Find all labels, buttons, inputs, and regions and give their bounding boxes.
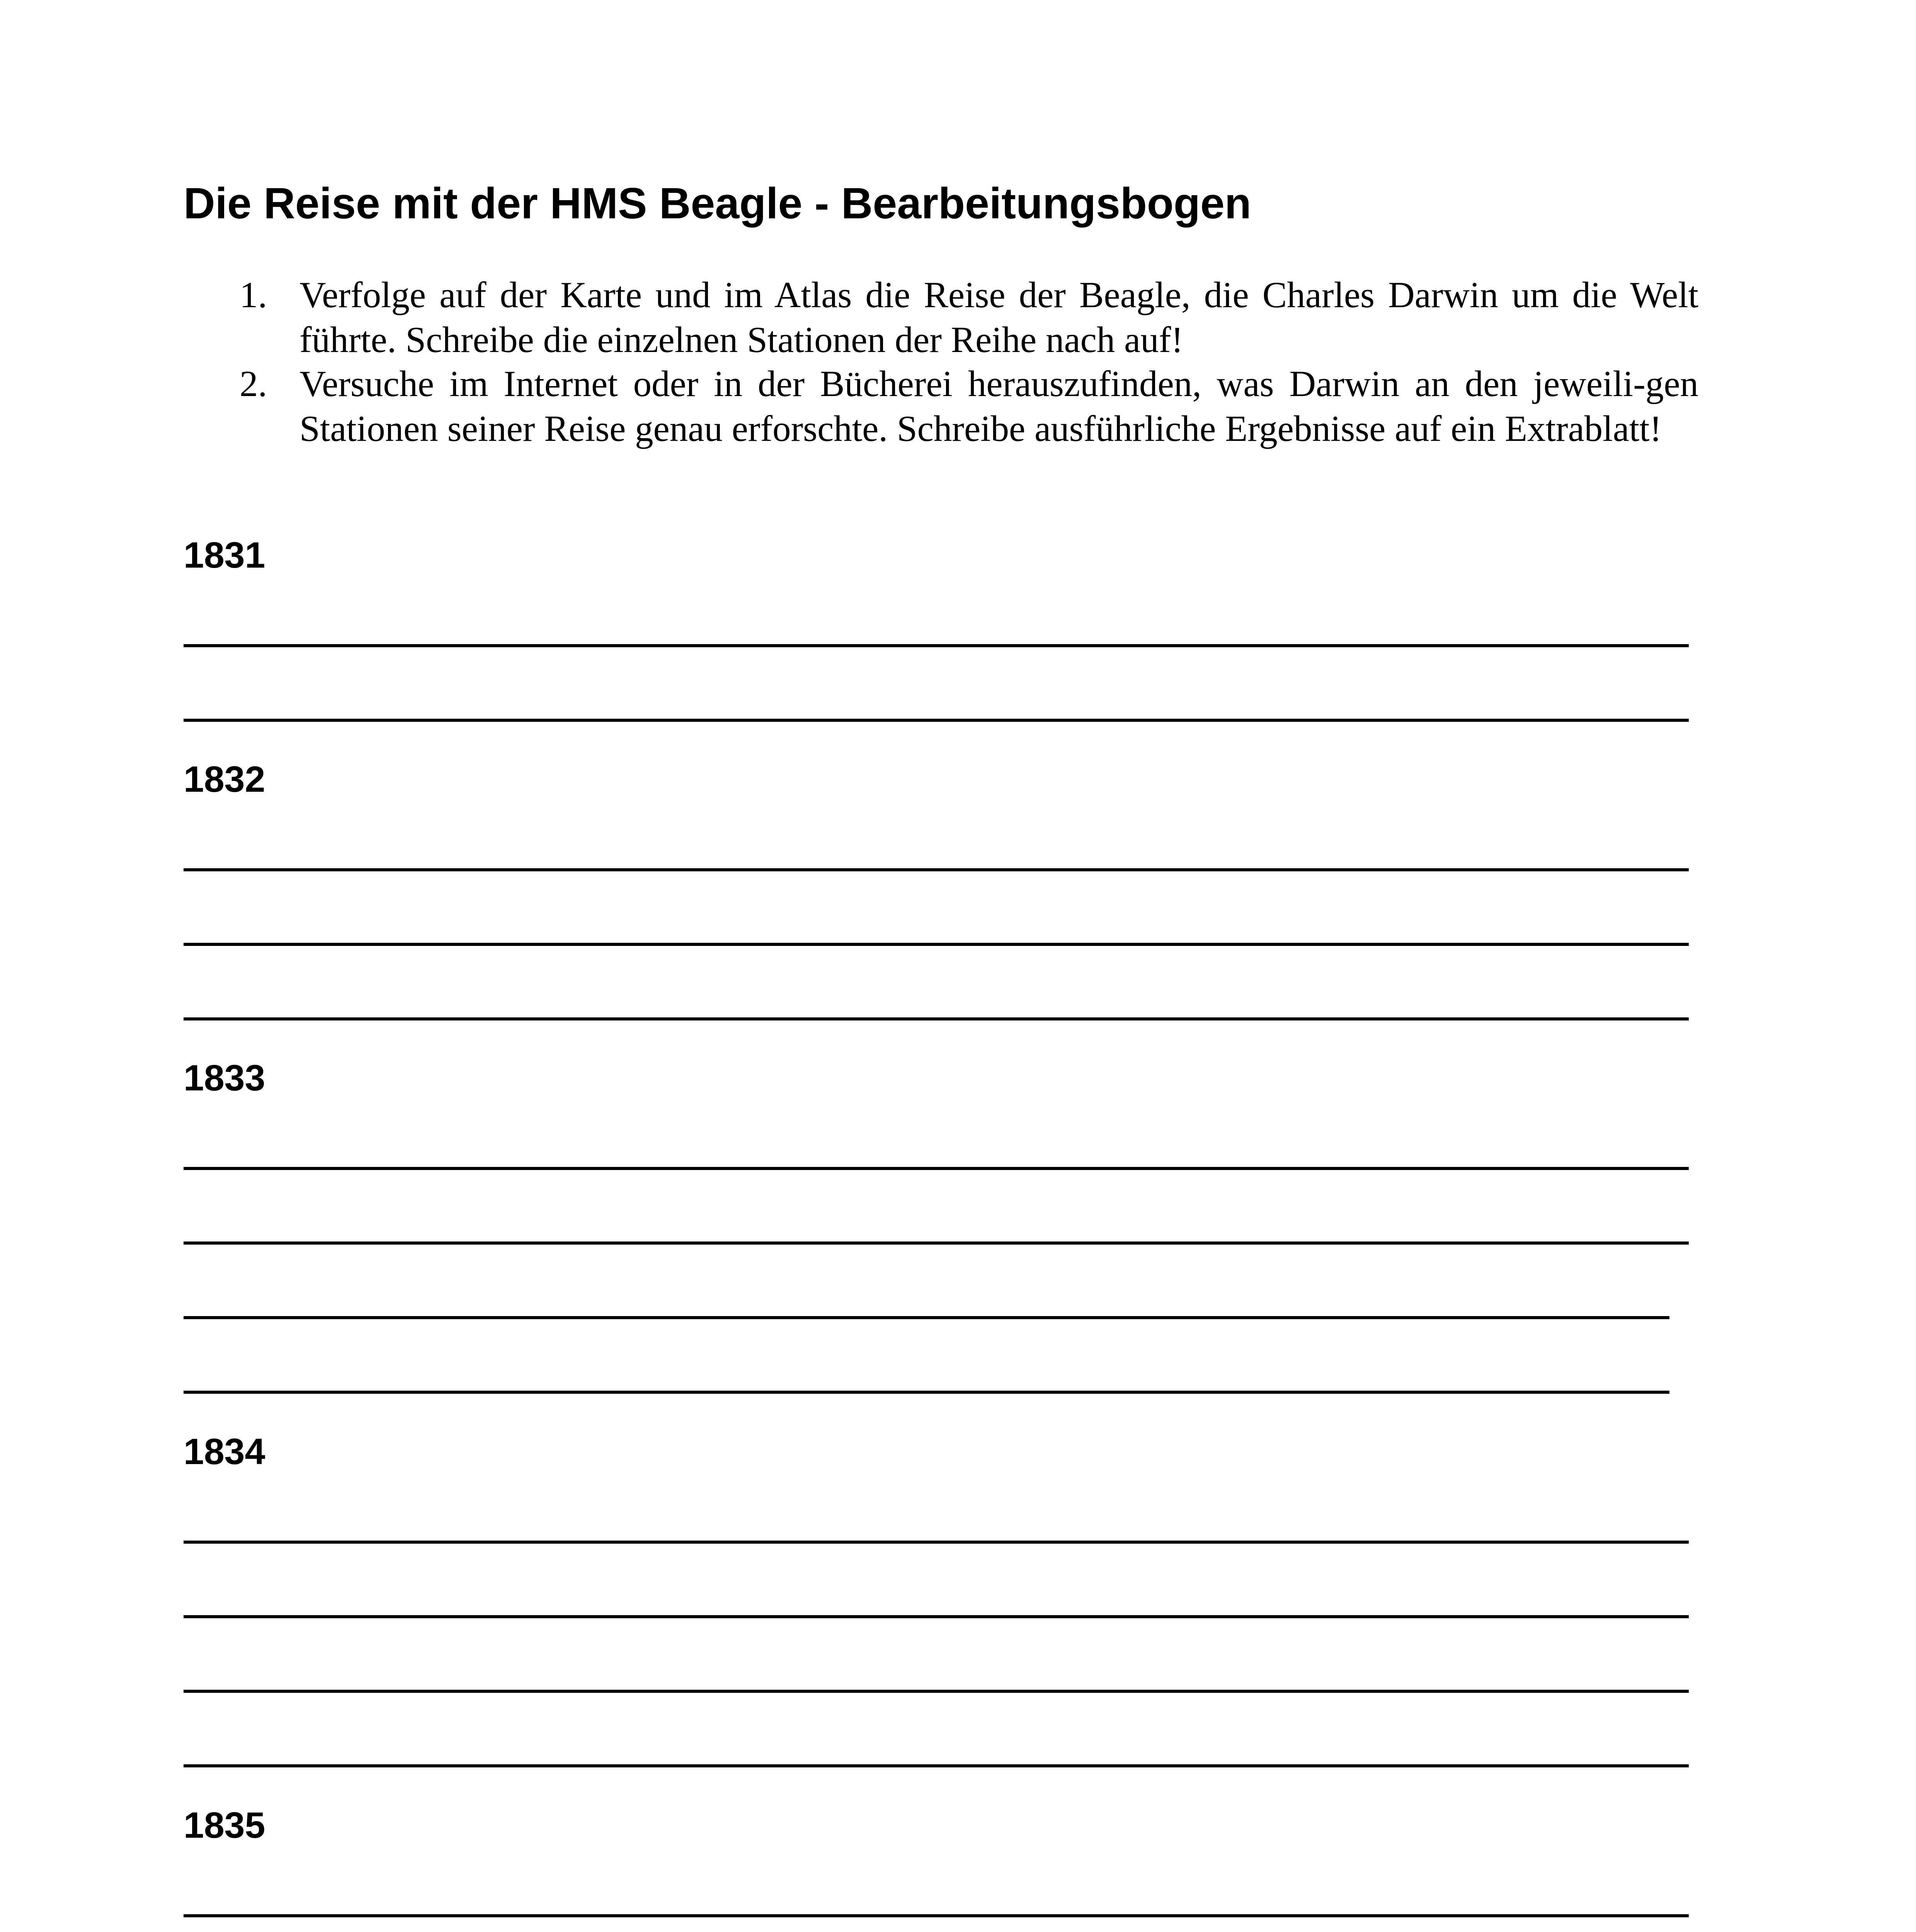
answer-line[interactable] xyxy=(184,1017,1689,1020)
answer-line[interactable] xyxy=(184,943,1689,946)
answer-line[interactable] xyxy=(184,1690,1689,1693)
year-label: 1832 xyxy=(184,759,265,800)
answer-line[interactable] xyxy=(184,644,1689,647)
year-label: 1831 xyxy=(184,535,265,576)
task-number: 2. xyxy=(240,363,267,404)
year-label: 1834 xyxy=(184,1431,265,1472)
answer-line[interactable] xyxy=(184,1764,1689,1767)
answer-line[interactable] xyxy=(184,1316,1669,1319)
answer-line[interactable] xyxy=(184,1615,1689,1618)
answer-line[interactable] xyxy=(184,1391,1669,1394)
answer-line[interactable] xyxy=(184,1242,1689,1245)
task-text: Versuche im Internet oder in der Bücherei herauszufinden, was Darwin an den jeweili-gen Stationen seiner Reise genau erforschte. Schreibe ausführliche Ergebnisse auf ein Extrablatt! xyxy=(299,363,1698,449)
answer-line[interactable] xyxy=(184,868,1689,871)
answer-line[interactable] xyxy=(184,1914,1689,1917)
page-title: Die Reise mit der HMS Beagle - Bearbeitungsbogen xyxy=(184,179,1251,228)
year-label: 1833 xyxy=(184,1058,265,1099)
task-text: Verfolge auf der Karte und im Atlas die Reise der Beagle, die Charles Darwin um die Welt führte. Schreibe die einzelnen Stationen der Reihe nach auf! xyxy=(299,274,1698,360)
answer-line[interactable] xyxy=(184,719,1689,722)
answer-line[interactable] xyxy=(184,1167,1689,1170)
task-number: 1. xyxy=(240,274,267,315)
answer-line[interactable] xyxy=(184,1541,1689,1544)
year-label: 1835 xyxy=(184,1805,265,1846)
